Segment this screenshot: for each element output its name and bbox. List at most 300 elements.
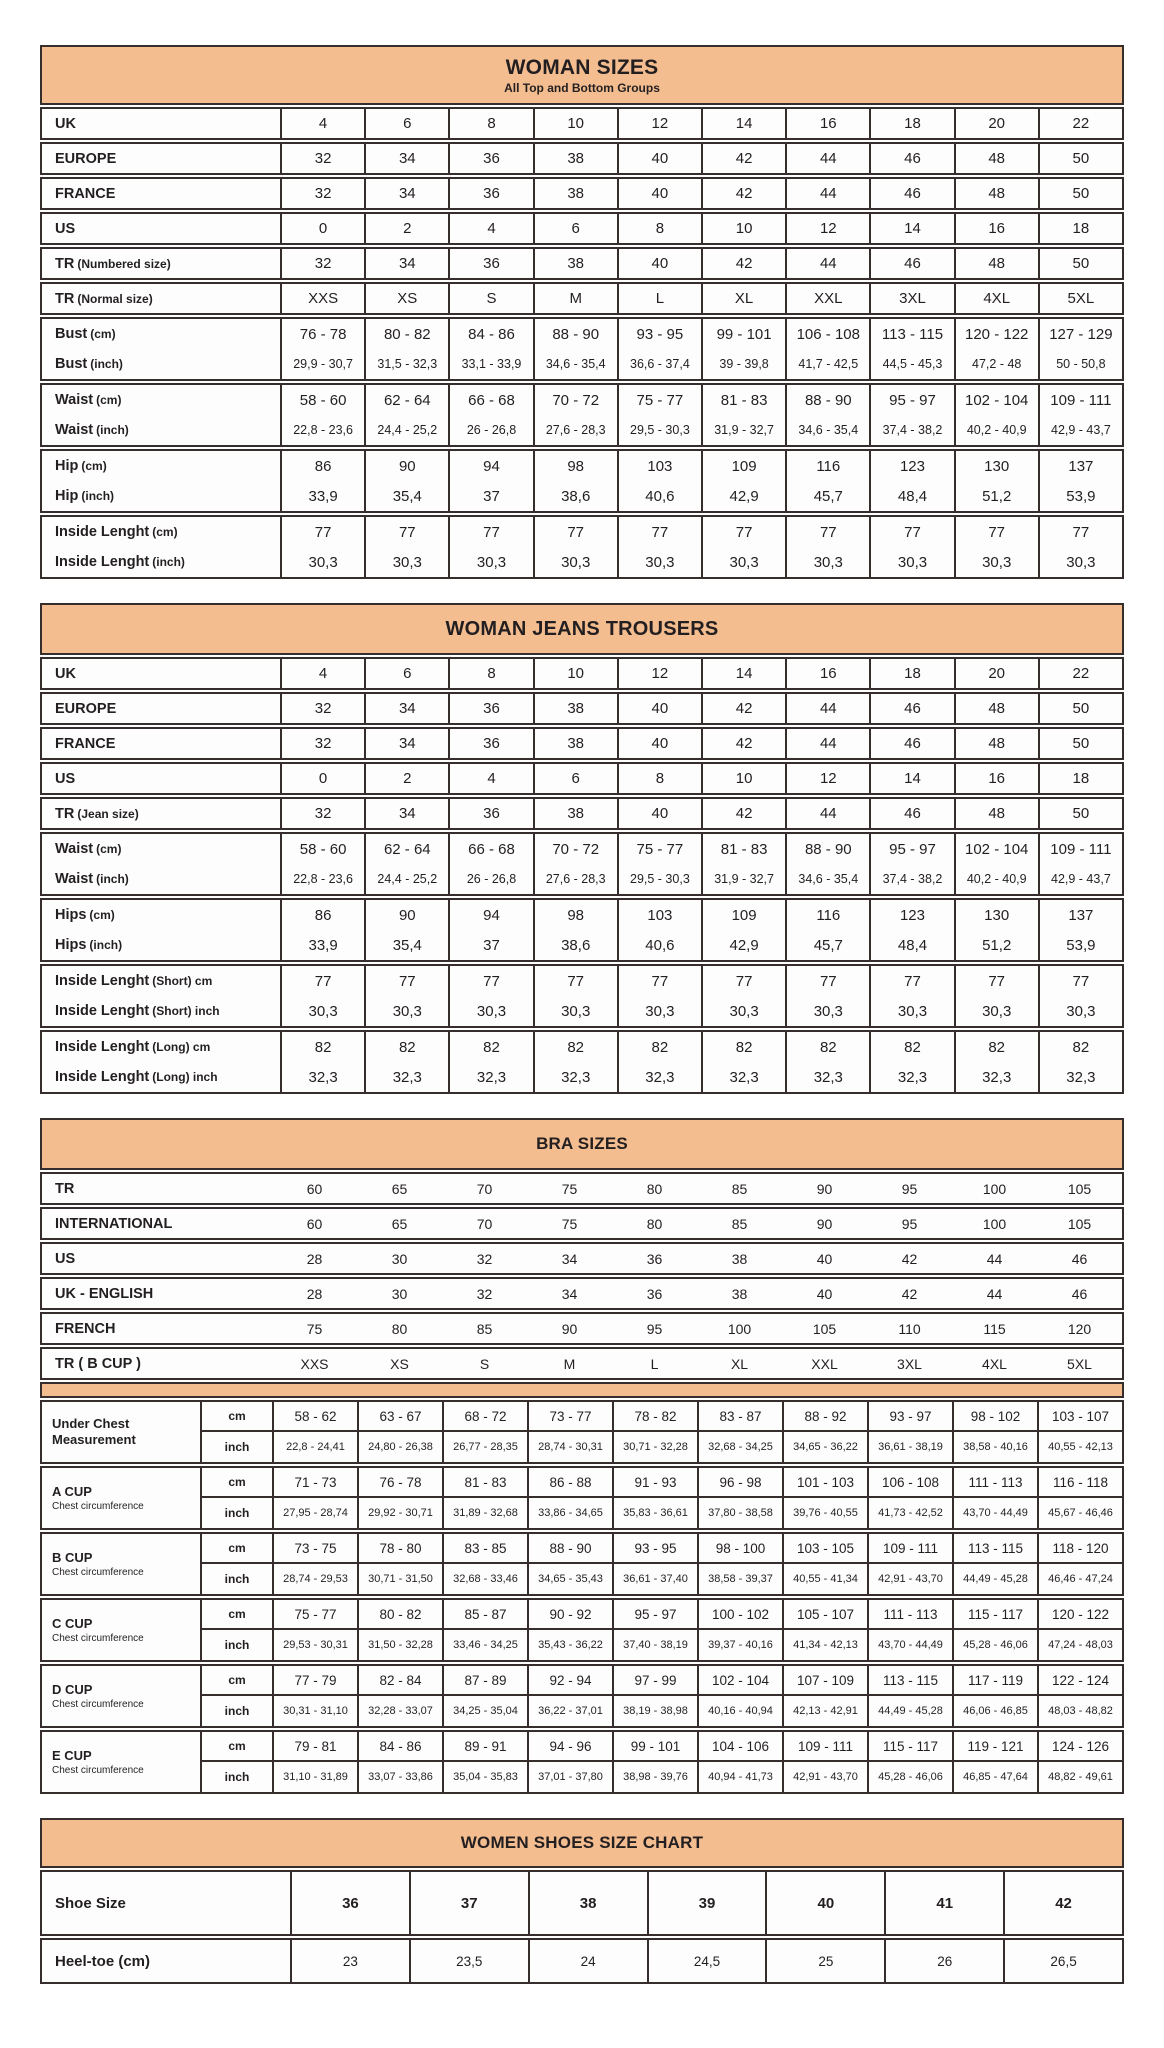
row-label xyxy=(42,799,280,828)
row-group xyxy=(40,727,1124,760)
cup-group xyxy=(40,1532,1124,1596)
size-value: 42 xyxy=(901,1250,918,1267)
size-value: 38 xyxy=(731,1285,748,1302)
size-value: 44,5 - 45,3 xyxy=(869,349,953,379)
size-value: 4XL xyxy=(982,1355,1007,1372)
size-value: S xyxy=(448,284,532,313)
size-value: 30,71 - 32,28 xyxy=(612,1432,697,1462)
size-value: 42,13 - 42,91 xyxy=(782,1696,867,1726)
size-value: 34,6 - 35,4 xyxy=(533,349,617,379)
size-value: 77 xyxy=(364,517,448,547)
size-value: XS xyxy=(364,284,448,313)
size-value: 40 xyxy=(617,799,701,828)
size-value: 32 xyxy=(476,1250,493,1267)
size-value: 82 xyxy=(448,1032,532,1062)
size-value: XS xyxy=(390,1355,409,1372)
size-value: 44 xyxy=(785,799,869,828)
size-value: 42,9 - 43,7 xyxy=(1038,415,1122,445)
row-label-main: Bust xyxy=(55,356,88,372)
size-value: 92 - 94 xyxy=(527,1666,612,1696)
size-value: 85 xyxy=(731,1180,748,1197)
size-value: 123 xyxy=(869,900,953,930)
row-label: Shoe Size xyxy=(55,1894,126,1912)
row-label: UK xyxy=(55,665,76,682)
size-value: 38 xyxy=(533,694,617,723)
size-value: 89 - 91 xyxy=(442,1732,527,1762)
size-value: 63 - 67 xyxy=(357,1402,442,1432)
size-value: 31,5 - 32,3 xyxy=(364,349,448,379)
row-label-paren: (Long) inch xyxy=(152,1070,218,1084)
size-value: 32 xyxy=(476,1285,493,1302)
table-row xyxy=(42,214,1122,243)
unit-label-cm: cm xyxy=(200,1534,272,1564)
size-value: 45,28 - 46,06 xyxy=(952,1630,1037,1660)
size-value: 30,3 xyxy=(954,996,1038,1026)
size-value: 50 - 50,8 xyxy=(1038,349,1122,379)
size-value: 46 xyxy=(1071,1285,1088,1302)
size-value: 45,28 - 46,06 xyxy=(867,1762,952,1792)
size-value: 116 xyxy=(785,451,869,481)
size-value: 88 - 90 xyxy=(527,1534,612,1564)
size-value: 37,4 - 38,2 xyxy=(869,864,953,894)
size-value: 50 xyxy=(1038,144,1122,173)
size-value: 32,28 - 33,07 xyxy=(357,1696,442,1726)
table-row xyxy=(42,864,1122,894)
row-group xyxy=(40,1030,1124,1094)
table-row xyxy=(42,996,1122,1026)
table-row xyxy=(42,1032,1122,1062)
size-value: 42 xyxy=(701,729,785,758)
size-value: 58 - 60 xyxy=(280,834,364,864)
row-label: FRANCE xyxy=(55,185,116,202)
size-value: 77 xyxy=(701,517,785,547)
size-value: 30,3 xyxy=(533,996,617,1026)
size-value: 130 xyxy=(954,900,1038,930)
size-value: 39,37 - 40,16 xyxy=(697,1630,782,1660)
size-value: 77 xyxy=(533,966,617,996)
size-value: 38,19 - 38,98 xyxy=(612,1696,697,1726)
size-value: 80 xyxy=(646,1215,663,1232)
size-value: 46,85 - 47,64 xyxy=(952,1762,1037,1792)
size-value: 26,5 xyxy=(1003,1940,1122,1982)
size-value: 36 xyxy=(646,1285,663,1302)
size-value: 98 xyxy=(533,451,617,481)
unit-label-cm: cm xyxy=(200,1600,272,1630)
size-value: 46,06 - 46,85 xyxy=(952,1696,1037,1726)
cup-group xyxy=(40,1598,1124,1662)
row-label-paren: (inch) xyxy=(81,489,115,503)
row-label xyxy=(42,385,280,415)
row-group xyxy=(40,1870,1124,1936)
size-value: 30,3 xyxy=(785,996,869,1026)
size-value: 23 xyxy=(290,1940,409,1982)
woman-sizes-subtitle: All Top and Bottom Groups xyxy=(504,80,660,95)
size-value: 82 xyxy=(954,1032,1038,1062)
row-label-main: Hip xyxy=(55,458,79,474)
size-value: 34 xyxy=(561,1285,578,1302)
row-label xyxy=(42,415,280,445)
size-value: 88 - 92 xyxy=(782,1402,867,1432)
row-group xyxy=(40,692,1124,725)
size-value: 95 xyxy=(901,1180,918,1197)
size-value: 29,5 - 30,3 xyxy=(617,864,701,894)
size-value: 82 xyxy=(533,1032,617,1062)
size-value: 36 xyxy=(290,1872,409,1934)
size-value: 34 xyxy=(364,144,448,173)
size-value: 39,76 - 40,55 xyxy=(782,1498,867,1528)
size-value: 90 xyxy=(816,1180,833,1197)
row-label-main: TR xyxy=(55,805,75,822)
size-value: 22 xyxy=(1038,109,1122,138)
size-value: 120 xyxy=(1067,1320,1092,1337)
size-value: 22,8 - 24,41 xyxy=(272,1432,357,1462)
size-value: 27,6 - 28,3 xyxy=(533,864,617,894)
woman-sizes-title: WOMAN SIZES xyxy=(505,55,659,79)
size-value: 40,55 - 41,34 xyxy=(782,1564,867,1594)
size-value: 24,4 - 25,2 xyxy=(364,864,448,894)
size-value: 62 - 64 xyxy=(364,385,448,415)
row-label: US xyxy=(55,220,76,237)
table-row xyxy=(42,319,1122,349)
size-value: 31,89 - 32,68 xyxy=(442,1498,527,1528)
size-value: 4 xyxy=(448,214,532,243)
row-label-main: Inside Lenght xyxy=(55,973,150,989)
size-value: 94 - 96 xyxy=(527,1732,612,1762)
size-value: 34,65 - 36,22 xyxy=(782,1432,867,1462)
woman-sizes-table xyxy=(40,45,1124,579)
shoes-size-table xyxy=(40,1818,1124,1984)
size-value: 29,5 - 30,3 xyxy=(617,415,701,445)
size-value: 28 xyxy=(306,1250,323,1267)
size-value: 32 xyxy=(280,729,364,758)
row-group xyxy=(40,964,1124,1028)
size-value: 104 - 106 xyxy=(697,1732,782,1762)
row-group xyxy=(40,1312,1124,1345)
size-value: 33,07 - 33,86 xyxy=(357,1762,442,1792)
size-value: 50 xyxy=(1038,249,1122,278)
size-value: 18 xyxy=(1038,764,1122,793)
bra-title: BRA SIZES xyxy=(536,1134,628,1153)
size-value: 50 xyxy=(1038,179,1122,208)
size-value: 40 xyxy=(816,1250,833,1267)
size-value: 82 xyxy=(701,1032,785,1062)
size-value: 78 - 80 xyxy=(357,1534,442,1564)
row-label-main: TR xyxy=(55,255,75,272)
size-value: 77 - 79 xyxy=(272,1666,357,1696)
size-value: 51,2 xyxy=(954,481,1038,511)
size-value: 14 xyxy=(701,109,785,138)
size-value: 123 xyxy=(869,451,953,481)
size-value: 33,46 - 34,25 xyxy=(442,1630,527,1660)
row-label-main: Waist xyxy=(55,422,94,438)
cup-group xyxy=(40,1400,1124,1464)
row-label xyxy=(42,900,280,930)
size-value: 34,6 - 35,4 xyxy=(785,415,869,445)
bra-sizes-table xyxy=(40,1118,1124,1794)
row-label: FRANCE xyxy=(55,735,116,752)
size-value: 10 xyxy=(533,109,617,138)
size-value: 36 xyxy=(448,729,532,758)
size-value: 88 - 90 xyxy=(785,834,869,864)
cup-group xyxy=(40,1466,1124,1530)
table-row xyxy=(42,1174,1122,1203)
size-value: 109 xyxy=(701,900,785,930)
size-value: 8 xyxy=(448,659,532,688)
size-value: 98 - 100 xyxy=(697,1534,782,1564)
size-value: 95 - 97 xyxy=(612,1600,697,1630)
size-value: 73 - 75 xyxy=(272,1534,357,1564)
size-value: 48 xyxy=(954,694,1038,723)
size-value: 82 xyxy=(280,1032,364,1062)
row-label-paren: (cm) xyxy=(96,393,122,407)
size-value: 38,58 - 39,37 xyxy=(697,1564,782,1594)
row-label: EUROPE xyxy=(55,700,117,717)
row-label xyxy=(42,517,280,547)
size-value: M xyxy=(563,1355,576,1372)
size-value: 30,3 xyxy=(1038,547,1122,577)
size-value: 77 xyxy=(701,966,785,996)
size-value: 30,3 xyxy=(617,996,701,1026)
size-value: 12 xyxy=(617,109,701,138)
row-group xyxy=(40,317,1124,381)
size-value: 26 xyxy=(884,1940,1003,1982)
size-value: 41,73 - 42,52 xyxy=(867,1498,952,1528)
size-value: 24,5 xyxy=(647,1940,766,1982)
row-label-main: Waist xyxy=(55,871,94,887)
size-value: 45,67 - 46,46 xyxy=(1037,1498,1122,1528)
size-value: 35,83 - 36,61 xyxy=(612,1498,697,1528)
size-value: 34 xyxy=(364,179,448,208)
size-value: 40,2 - 40,9 xyxy=(954,415,1038,445)
size-value: 90 - 92 xyxy=(527,1600,612,1630)
size-value: 60 xyxy=(306,1180,323,1197)
size-value: 48 xyxy=(954,799,1038,828)
size-value: 93 - 95 xyxy=(612,1534,697,1564)
size-value: XXS xyxy=(280,284,364,313)
size-value: 82 xyxy=(617,1032,701,1062)
row-group xyxy=(40,107,1124,140)
size-value: 47,2 - 48 xyxy=(954,349,1038,379)
size-value: 44,49 - 45,28 xyxy=(867,1696,952,1726)
size-value: 77 xyxy=(533,517,617,547)
size-value: 42 xyxy=(901,1285,918,1302)
bra-header-band xyxy=(40,1118,1124,1170)
woman-sizes-body xyxy=(40,107,1124,579)
size-value: 28 xyxy=(306,1285,323,1302)
size-value: 34,6 - 35,4 xyxy=(785,864,869,894)
size-value: 120 - 122 xyxy=(1037,1600,1122,1630)
unit-label-cm: cm xyxy=(200,1468,272,1498)
cup-group xyxy=(40,1664,1124,1728)
size-value: 42 xyxy=(701,179,785,208)
size-value: 6 xyxy=(364,109,448,138)
size-value: 30,3 xyxy=(1038,996,1122,1026)
size-value: 77 xyxy=(954,517,1038,547)
row-label xyxy=(42,547,280,577)
size-value: 37 xyxy=(448,481,532,511)
size-value: 6 xyxy=(533,764,617,793)
size-value: 73 - 77 xyxy=(527,1402,612,1432)
size-value: 75 xyxy=(561,1215,578,1232)
size-value: 42,9 xyxy=(701,930,785,960)
size-value: 101 - 103 xyxy=(782,1468,867,1498)
size-value: 127 - 129 xyxy=(1038,319,1122,349)
size-value: 26,77 - 28,35 xyxy=(442,1432,527,1462)
size-value: 82 - 84 xyxy=(357,1666,442,1696)
size-value: 36 xyxy=(448,249,532,278)
size-value: 40,6 xyxy=(617,481,701,511)
cup-label xyxy=(42,1468,200,1528)
table-row xyxy=(42,1244,1122,1273)
size-value: 65 xyxy=(391,1180,408,1197)
cup-label-sub: Chest circumference xyxy=(52,1764,144,1776)
size-value: 95 xyxy=(901,1215,918,1232)
table-row xyxy=(42,517,1122,547)
size-value: 32,3 xyxy=(701,1062,785,1092)
size-value: 32,3 xyxy=(364,1062,448,1092)
size-value: 16 xyxy=(954,214,1038,243)
size-value: 105 xyxy=(812,1320,837,1337)
table-row xyxy=(42,547,1122,577)
size-value: 32,3 xyxy=(280,1062,364,1092)
size-value: 44,49 - 45,28 xyxy=(952,1564,1037,1594)
size-value: 76 - 78 xyxy=(357,1468,442,1498)
size-value: 102 - 104 xyxy=(954,834,1038,864)
size-value: 5XL xyxy=(1038,284,1122,313)
size-value: 42,91 - 43,70 xyxy=(867,1564,952,1594)
size-value: 4 xyxy=(448,764,532,793)
row-label-paren: (cm) xyxy=(152,525,178,539)
size-value: 70 xyxy=(476,1180,493,1197)
row-label-paren: (Short) inch xyxy=(152,1004,220,1018)
size-value: 33,86 - 34,65 xyxy=(527,1498,612,1528)
row-group xyxy=(40,762,1124,795)
size-value: 39 - 39,8 xyxy=(701,349,785,379)
row-label: TR xyxy=(55,1180,75,1197)
size-value: 44 xyxy=(785,249,869,278)
size-value: 46 xyxy=(869,249,953,278)
size-value: 30,31 - 31,10 xyxy=(272,1696,357,1726)
size-value: 30,3 xyxy=(954,547,1038,577)
size-value: 44 xyxy=(785,179,869,208)
size-value: 32,3 xyxy=(785,1062,869,1092)
row-label xyxy=(42,834,280,864)
size-value: 25 xyxy=(765,1940,884,1982)
cup-label-sub: Chest circumference xyxy=(52,1566,144,1578)
size-value: 119 - 121 xyxy=(952,1732,1037,1762)
size-value: 6 xyxy=(533,214,617,243)
size-value: 113 - 115 xyxy=(952,1534,1037,1564)
size-value: 38,58 - 40,16 xyxy=(952,1432,1037,1462)
size-value: 82 xyxy=(785,1032,869,1062)
size-value: 36,61 - 38,19 xyxy=(867,1432,952,1462)
size-value: 115 - 117 xyxy=(952,1600,1037,1630)
size-value: 77 xyxy=(617,517,701,547)
table-row xyxy=(42,694,1122,723)
cup-label xyxy=(42,1666,200,1726)
size-value: 68 - 72 xyxy=(442,1402,527,1432)
size-value: 107 - 109 xyxy=(782,1666,867,1696)
unit-label-cm: cm xyxy=(200,1732,272,1762)
size-value: 10 xyxy=(701,214,785,243)
size-value: 34,65 - 35,43 xyxy=(527,1564,612,1594)
size-value: 34 xyxy=(364,729,448,758)
size-value: 35,4 xyxy=(364,930,448,960)
row-label: Heel-toe (cm) xyxy=(55,1952,151,1970)
size-value: 30,3 xyxy=(280,996,364,1026)
row-group xyxy=(40,1172,1124,1205)
size-value: 37,01 - 37,80 xyxy=(527,1762,612,1792)
size-value: 44 xyxy=(986,1285,1003,1302)
woman-sizes-header-band xyxy=(40,45,1124,105)
size-value: 77 xyxy=(785,517,869,547)
size-value: 30,71 - 31,50 xyxy=(357,1564,442,1594)
size-value: 32 xyxy=(280,694,364,723)
size-value: 38,98 - 39,76 xyxy=(612,1762,697,1792)
jeans-trousers-table xyxy=(40,603,1124,1094)
row-label-paren: (inch) xyxy=(90,357,123,371)
table-row xyxy=(42,415,1122,445)
size-value: 29,9 - 30,7 xyxy=(280,349,364,379)
size-value: 14 xyxy=(701,659,785,688)
size-value: 36 xyxy=(646,1250,663,1267)
size-value: 48,4 xyxy=(869,481,953,511)
size-value: 30 xyxy=(391,1250,408,1267)
row-label: US xyxy=(55,1250,76,1267)
cup-label xyxy=(42,1600,200,1660)
size-value: 71 - 73 xyxy=(272,1468,357,1498)
row-group xyxy=(40,1277,1124,1310)
size-value: 4XL xyxy=(954,284,1038,313)
size-value: 30,3 xyxy=(869,996,953,1026)
size-value: 42,9 xyxy=(701,481,785,511)
size-value: 0 xyxy=(280,214,364,243)
row-group xyxy=(40,282,1124,315)
size-value: 82 xyxy=(869,1032,953,1062)
size-value: 58 - 62 xyxy=(272,1402,357,1432)
size-value: 20 xyxy=(954,109,1038,138)
size-value: 41,7 - 42,5 xyxy=(785,349,869,379)
size-value: 70 xyxy=(476,1215,493,1232)
size-value: 43,70 - 44,49 xyxy=(867,1630,952,1660)
size-value: 10 xyxy=(701,764,785,793)
size-value: 85 - 87 xyxy=(442,1600,527,1630)
size-value: 96 - 98 xyxy=(697,1468,782,1498)
size-value: 37,4 - 38,2 xyxy=(869,415,953,445)
size-value: 87 - 89 xyxy=(442,1666,527,1696)
row-group xyxy=(40,1207,1124,1240)
size-value: 42 xyxy=(701,144,785,173)
size-value: 30,3 xyxy=(701,547,785,577)
table-row xyxy=(42,349,1122,379)
table-row xyxy=(42,799,1122,828)
unit-label-inch: inch xyxy=(200,1696,272,1726)
size-value: 37,80 - 38,58 xyxy=(697,1498,782,1528)
size-value: 75 - 77 xyxy=(617,834,701,864)
size-value: 111 - 113 xyxy=(867,1600,952,1630)
jeans-body xyxy=(40,657,1124,1094)
size-value: 77 xyxy=(1038,966,1122,996)
size-value: 86 xyxy=(280,900,364,930)
size-value: 41,34 - 42,13 xyxy=(782,1630,867,1660)
size-value: 46 xyxy=(869,799,953,828)
size-value: 8 xyxy=(617,764,701,793)
size-value: 109 - 111 xyxy=(782,1732,867,1762)
size-value: 46 xyxy=(1071,1250,1088,1267)
size-value: 46 xyxy=(869,729,953,758)
size-value: 40,16 - 40,94 xyxy=(697,1696,782,1726)
size-value: 36,61 - 37,40 xyxy=(612,1564,697,1594)
